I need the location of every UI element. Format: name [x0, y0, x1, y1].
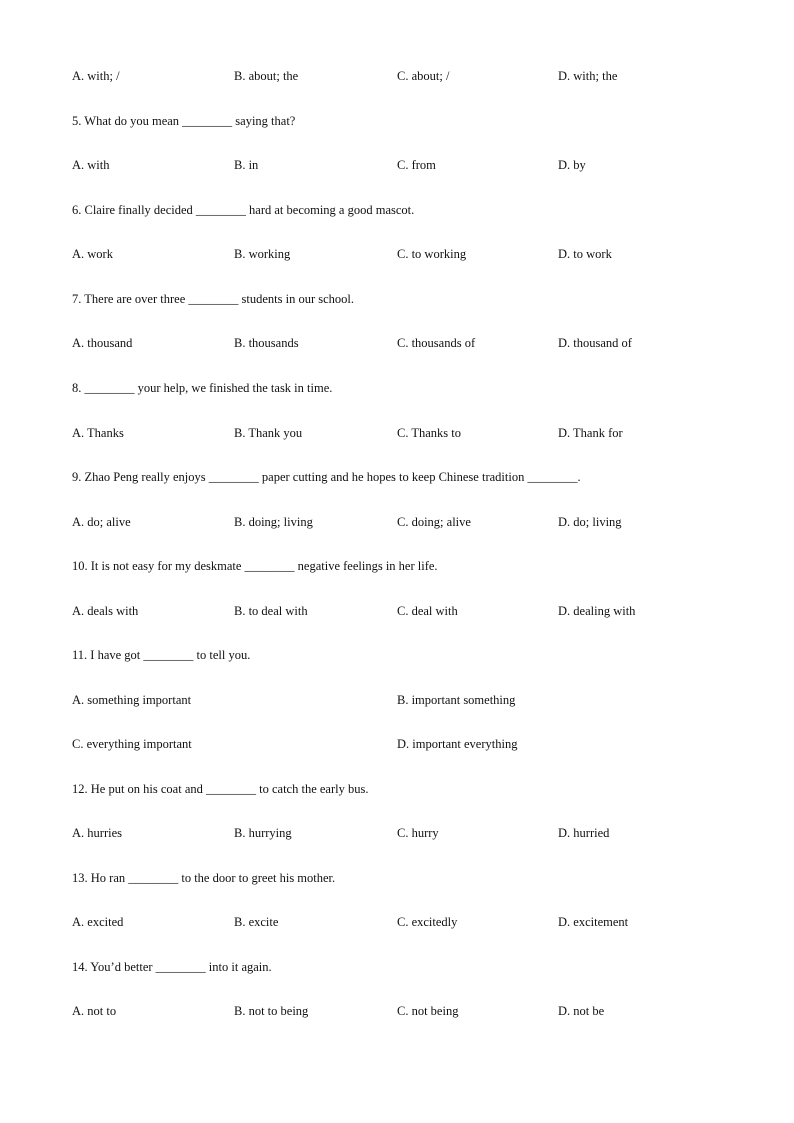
question-7: 7. There are over three ________ students in our school. [72, 292, 354, 306]
option-d: D. hurried [558, 826, 610, 840]
option-a: A. hurries [72, 826, 122, 840]
question-11: 11. I have got ________ to tell you. [72, 648, 251, 662]
option-b: B. hurrying [234, 826, 292, 840]
option-b: B. to deal with [234, 604, 308, 618]
options-row [72, 513, 754, 531]
option-a: A. thousand [72, 336, 133, 350]
question-5: 5. What do you mean ________ saying that? [72, 114, 296, 128]
option-d: D. by [558, 158, 586, 172]
option-a: A. not to [72, 1004, 117, 1018]
options-row [72, 424, 754, 442]
option-c: C. not being [397, 1004, 459, 1018]
options-row [72, 245, 754, 263]
option-a: A. Thanks [72, 426, 124, 440]
option-b: B. doing; living [234, 515, 313, 529]
question-9: 9. Zhao Peng really enjoys ________ paper cutting and he hopes to keep Chinese tradition ________. [72, 470, 581, 484]
option-b: B. important something [397, 693, 516, 707]
option-a: A. do; alive [72, 515, 131, 529]
option-a: A. something important [72, 693, 192, 707]
question-6: 6. Claire finally decided ________ hard at becoming a good mascot. [72, 203, 415, 217]
option-d: D. excitement [558, 915, 629, 929]
option-c: C. everything important [72, 737, 192, 751]
option-a: A. with; / [72, 69, 120, 83]
option-a: A. deals with [72, 604, 139, 618]
option-d: D. with; the [558, 69, 618, 83]
option-d: D. Thank for [558, 426, 623, 440]
options-row [72, 156, 754, 174]
option-a: A. work [72, 247, 113, 261]
question-14: 14. You’d better ________ into it again. [72, 960, 272, 974]
option-d: D. important everything [397, 737, 518, 751]
option-c: C. Thanks to [397, 426, 462, 440]
option-a: A. with [72, 158, 110, 172]
option-c: C. about; / [397, 69, 450, 83]
option-b: B. about; the [234, 69, 299, 83]
question-10: 10. It is not easy for my deskmate ________ negative feelings in her life. [72, 559, 438, 573]
option-d: D. dealing with [558, 604, 636, 618]
options-row [72, 735, 754, 753]
option-b: B. working [234, 247, 291, 261]
option-b: B. in [234, 158, 259, 172]
option-c: C. from [397, 158, 436, 172]
option-c: C. deal with [397, 604, 458, 618]
option-c: C. doing; alive [397, 515, 471, 529]
options-row [72, 691, 754, 709]
options-row [72, 824, 754, 842]
option-a: A. excited [72, 915, 124, 929]
option-b: B. thousands [234, 336, 299, 350]
question-8: 8. ________ your help, we finished the task in time. [72, 381, 333, 395]
option-d: D. thousand of [558, 336, 632, 350]
options-row [72, 1002, 754, 1020]
options-row [72, 334, 754, 352]
option-d: D. do; living [558, 515, 622, 529]
option-d: D. not be [558, 1004, 605, 1018]
question-12: 12. He put on his coat and ________ to catch the early bus. [72, 782, 369, 796]
option-c: C. excitedly [397, 915, 458, 929]
options-row [72, 602, 754, 620]
options-row [72, 913, 754, 931]
question-13: 13. Ho ran ________ to the door to greet his mother. [72, 871, 336, 885]
option-c: C. to working [397, 247, 467, 261]
option-b: B. not to being [234, 1004, 309, 1018]
option-b: B. Thank you [234, 426, 303, 440]
option-d: D. to work [558, 247, 612, 261]
option-c: C. thousands of [397, 336, 476, 350]
options-row [72, 67, 754, 85]
option-b: B. excite [234, 915, 279, 929]
option-c: C. hurry [397, 826, 439, 840]
